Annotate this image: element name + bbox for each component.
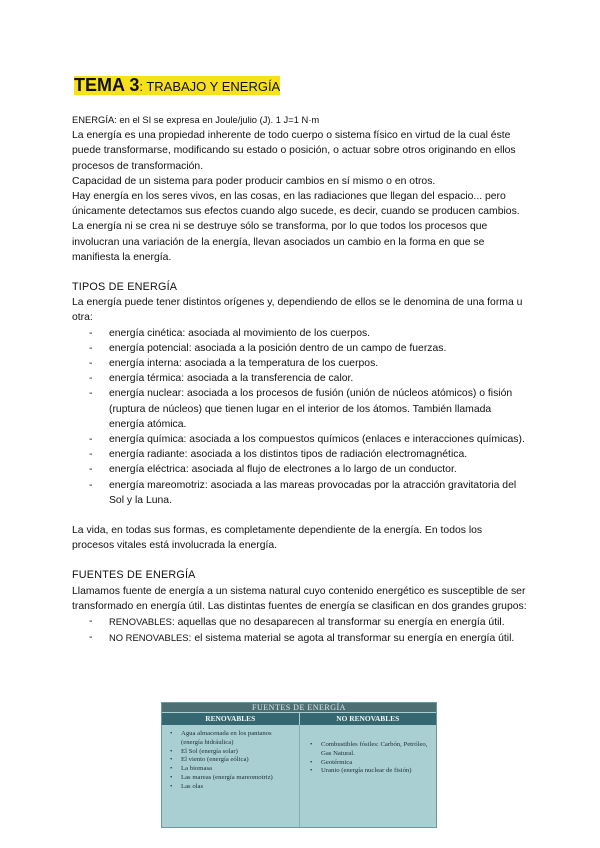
- renovables-cell: [168, 730, 294, 792]
- title-rest: : TRABAJO Y ENERGÍA: [139, 79, 281, 94]
- page-title: [74, 74, 280, 98]
- list-item: - energía térmica: asociada a la transferencia de calor.: [72, 371, 527, 386]
- source-label: NO RENOVABLES: [109, 632, 189, 644]
- no-renovables-list: [308, 741, 430, 776]
- list-item: • Las olas: [168, 783, 294, 792]
- list-item: - energía mareomotriz: asociada a las mareas provocadas por la atracción gravitatoria del Sol y la Luna.: [72, 478, 527, 508]
- list-item: • El Sol (energía solar): [168, 748, 294, 757]
- source-desc: : el sistema material se agota al transformar su energía en energía útil.: [188, 633, 515, 645]
- tipos-intro: La energía puede tener distintos orígenes y, dependiendo de ellos se le denomina de una forma u otra:: [72, 297, 523, 324]
- fuentes-heading: FUENTES DE ENERGÍA: [72, 569, 196, 582]
- list-item: - energía cinética: asociada al movimiento de los cuerpos.: [72, 326, 527, 341]
- spacer: [72, 553, 527, 568]
- list-item: • Combustibles fósiles: Carbón, Petróleo, Gas Natural.: [308, 741, 430, 759]
- tipos-closing: La vida, en todas sus formas, es completamente dependiente de la energía. En todos los procesos vitales está involucrada la energía.: [72, 525, 483, 552]
- list-item: - energía potencial: asociada a la posición dentro de un campo de fuerzas.: [72, 341, 527, 356]
- renovables-list: [168, 730, 294, 792]
- column-header-renovables: RENOVABLES: [162, 713, 299, 725]
- spacer: [72, 508, 527, 523]
- fuentes-list: [72, 614, 527, 646]
- definition-label: ENERGÍA: [72, 114, 115, 125]
- tipos-heading: TIPOS DE ENERGÍA: [72, 281, 178, 294]
- list-item: • La biomasa: [168, 765, 294, 774]
- list-item: • Las mareas (energía mareomotriz): [168, 774, 294, 783]
- intro-paragraph-2: Capacidad de un sistema para poder producir cambios en sí mismo o en otros.: [72, 175, 436, 187]
- list-item: - energía interna: asociada a la temperatura de los cuerpos.: [72, 356, 527, 371]
- list-item: • El viento (energía eólica): [168, 756, 294, 765]
- list-item: - energía radiante: asociada a los distintos tipos de radiación electromagnética.: [72, 447, 527, 462]
- list-item: • Uranio (energía nuclear de fisión): [308, 767, 430, 776]
- fuentes-intro: Llamamos fuente de energía a un sistema natural cuyo contenido energético es susceptible de ser transformado en energía útil. Las distintas fuentes de energía se clasifican en dos grandes grupos:: [72, 585, 527, 612]
- list-item: [72, 630, 527, 646]
- table-header-row: [162, 713, 436, 725]
- document-body: [72, 112, 527, 647]
- source-desc: : aquellas que no desaparecen al transformar su energía en energía útil.: [171, 617, 505, 629]
- list-item: • Geotérmica: [308, 759, 430, 768]
- list-item: - energía eléctrica: asociada al flujo de electrones a lo largo de un conductor.: [72, 462, 527, 477]
- list-item: - energía nuclear: asociada a los procesos de fusión (unión de núcleos atómicos) o fisión (ruptura de núcleos) que tienen lugar en el interior de los átomos. También llamada energía atómica.: [72, 386, 527, 432]
- definition-rest: : en el SI se expresa en Joule/julio (J). 1 J=1 N·m: [114, 114, 320, 125]
- list-item: • Agua almacenada en los pantanos (energía hidráulica): [168, 730, 294, 748]
- table-title: FUENTES DE ENERGÍA: [162, 703, 436, 712]
- intro-paragraph-4: La energía ni se crea ni se destruye sólo se transforma, por lo que todos los procesos que involucran una variación de la energía, llevan asociados un cambio en la forma en que se manifiesta la energía.: [72, 221, 488, 263]
- spacer: [72, 265, 527, 280]
- title-highlight: [74, 76, 280, 95]
- energy-sources-table: [161, 702, 437, 828]
- column-divider: [299, 725, 300, 827]
- list-item: [72, 614, 527, 630]
- no-renovables-cell: [308, 741, 430, 776]
- energy-definition: [72, 112, 527, 128]
- title-bold: TEMA 3: [74, 75, 140, 95]
- intro-paragraph-3: Hay energía en los seres vivos, en las cosas, en las radiaciones que llegan del espacio... pero únicamente detectamos sus efectos cuando algo sucede, es decir, cuando se producen cambios.: [72, 191, 520, 218]
- source-label: RENOVABLES: [109, 616, 172, 628]
- intro-paragraph-1: La energía es una propiedad inherente de todo cuerpo o sistema físico en virtud de la cual éste puede transformarse, modificando su estado o posición, o actuar sobre otros originando en ellos procesos de transformación.: [72, 130, 516, 172]
- tipos-list: [72, 326, 527, 508]
- list-item: - energía química: asociada a los compuestos químicos (enlaces e interacciones químicas).: [72, 432, 527, 447]
- column-header-no-renovables: NO RENOVABLES: [299, 713, 437, 725]
